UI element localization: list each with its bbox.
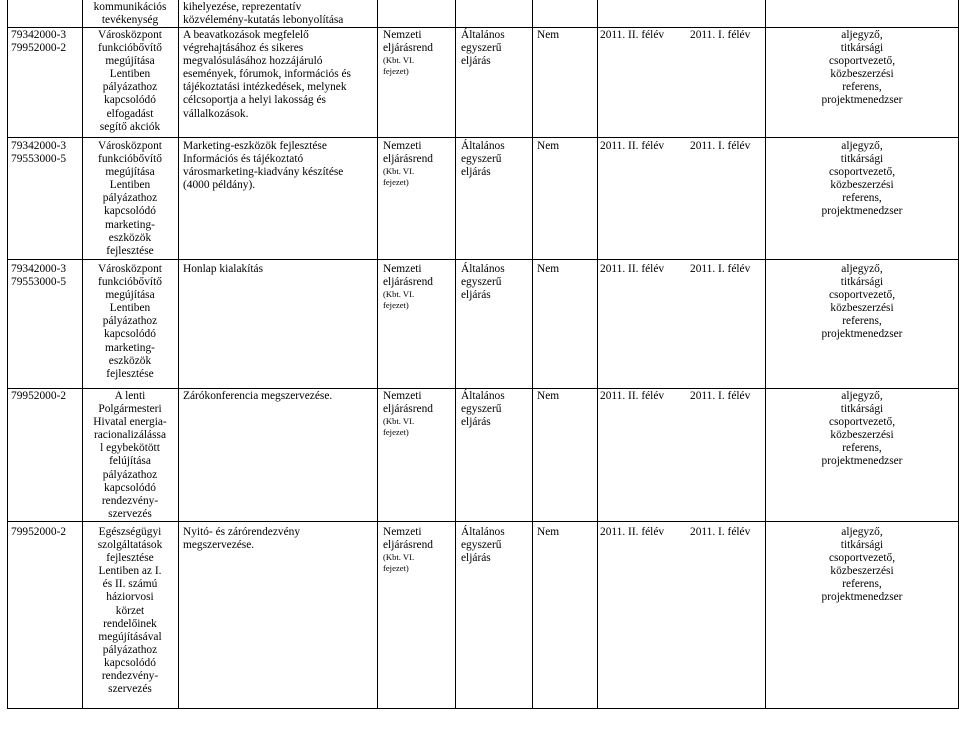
activity-cell-line: Városközpont (98, 263, 162, 275)
funding-flag: Nem (537, 263, 560, 275)
responsible-persons-line: titkársági (840, 403, 884, 416)
task-description-line: városmarketing-kiadvány készítése (183, 166, 344, 179)
responsible-persons-line: közbeszerzési (830, 565, 894, 578)
activity-cell-line: szolgáltatások (97, 539, 163, 552)
task-description-line: Zárókonferencia megszervezése. (183, 390, 333, 402)
row-rule (7, 521, 959, 522)
cpv-codes-line: 79342000-3 (11, 29, 67, 41)
responsible-persons-line: titkársági (840, 153, 884, 166)
task-description (183, 390, 375, 403)
procedure-cell-line: eljárásrend (383, 42, 433, 55)
task-description-line: vállalkozások. (183, 107, 249, 120)
activity-cell (84, 526, 176, 696)
procedure-cell-line: eljárásrend (383, 539, 433, 552)
activity-cell-line: A lenti (114, 390, 146, 402)
start-period: 2011. II. félév (600, 526, 665, 538)
responsible-persons-line: projektmenedzser (821, 205, 903, 218)
procedure-cell (383, 526, 453, 574)
activity-cell-line: kapcsolódó (104, 481, 156, 494)
activity-cell-line: pályázathoz (102, 81, 158, 94)
cpv-codes (11, 526, 81, 539)
cpv-codes-line: 79553000-5 (11, 153, 67, 166)
procedure-type (461, 29, 531, 68)
end-period: 2011. I. félév (690, 390, 751, 402)
activity-cell-line: pályázathoz (102, 468, 158, 481)
procedure-type-line: egyszerű (461, 276, 502, 289)
task-description-line: Marketing-eszközök fejlesztése (183, 140, 327, 152)
procedure-cell-note: (Kbt. VI. (383, 55, 415, 66)
responsible-persons-line: projektmenedzser (821, 591, 903, 604)
activity-cell-line: szervezés (108, 507, 152, 520)
activity-cell-line: pályázathoz (102, 643, 158, 656)
activity-cell-line: l egybekötött (100, 442, 160, 455)
funding-flag: Nem (537, 390, 560, 402)
procedure-cell (383, 390, 453, 438)
procedure-type-line: eljárás (461, 552, 491, 565)
activity-cell-line: fejlesztése (106, 367, 154, 380)
start-period: 2011. II. félév (600, 29, 665, 41)
column-rule (178, 0, 179, 709)
activity-cell-line: háziorvosi (106, 591, 154, 604)
end-period: 2011. I. félév (690, 29, 751, 41)
end-period: 2011. I. félév (690, 526, 751, 538)
task-description (183, 263, 375, 276)
responsible-persons (767, 526, 957, 605)
responsible-persons-line: aljegyző, (841, 263, 883, 275)
column-rule (7, 0, 8, 709)
task-description-line: Információs és tájékoztató (183, 153, 304, 166)
activity-cell-line: Hivatal energia- (93, 416, 167, 429)
task-description-line: végrehajtásához és sikeres (183, 42, 304, 55)
responsible-persons-line: közbeszerzési (830, 179, 894, 192)
activity-cell-line: Városközpont (98, 140, 162, 152)
column-rule (597, 0, 598, 709)
responsible-persons-line: aljegyző, (841, 140, 883, 152)
responsible-persons-line: aljegyző, (841, 390, 883, 402)
activity-cell-line: kapcsolódó (104, 205, 156, 218)
activity-cell-line: eszközök (108, 354, 152, 367)
task-description-line: A beavatkozások megfelelő (183, 29, 309, 41)
activity-cell-line: tevékenység (101, 14, 159, 27)
responsible-persons (767, 29, 957, 108)
responsible-persons-line: aljegyző, (841, 29, 883, 41)
column-rule (765, 0, 766, 709)
procedure-type (461, 390, 531, 429)
column-rule (82, 0, 83, 709)
procedure-cell-line: eljárásrend (383, 153, 433, 166)
activity-cell-line: fejlesztése (106, 552, 154, 565)
procedure-cell-note: fejezet) (383, 300, 409, 311)
activity-cell-line: kapcsolódó (104, 328, 156, 341)
procedure-cell-note: fejezet) (383, 427, 409, 438)
cpv-codes (11, 263, 81, 289)
column-rule (377, 0, 378, 709)
procedure-cell-line: eljárásrend (383, 276, 433, 289)
activity-cell-line: pályázathoz (102, 192, 158, 205)
activity-cell-line: marketing- (105, 341, 155, 354)
responsible-persons-line: referens, (842, 192, 882, 205)
activity-cell-line: Egészségügyi (98, 526, 162, 538)
activity-cell-line: és II. számú (102, 578, 158, 591)
responsible-persons-line: titkársági (840, 42, 884, 55)
activity-cell-line: segítő akciók (99, 120, 161, 133)
activity-cell (84, 1, 176, 27)
procedure-type-line: Általános (461, 140, 505, 152)
activity-cell-line: Városközpont (98, 29, 162, 41)
row-rule (7, 388, 959, 389)
task-description-line: kihelyezése, reprezentatív (183, 1, 302, 13)
procedure-cell-note: (Kbt. VI. (383, 289, 415, 300)
procedure-type-line: egyszerű (461, 539, 502, 552)
responsible-persons-line: titkársági (840, 276, 884, 289)
task-description-line: Honlap kialakítás (183, 263, 264, 275)
activity-cell-line: Lentiben az I. (98, 565, 162, 578)
activity-cell (84, 29, 176, 134)
activity-cell (84, 263, 176, 381)
responsible-persons (767, 263, 957, 342)
procedure-cell-line: Nemzeti (383, 140, 422, 152)
funding-flag: Nem (537, 140, 560, 152)
procedure-type-line: egyszerű (461, 153, 502, 166)
start-period: 2011. II. félév (600, 390, 665, 402)
responsible-persons-line: aljegyző, (841, 526, 883, 538)
procedure-type-line: Általános (461, 390, 505, 402)
task-description-line: Nyitó- és zárórendezvény (183, 526, 301, 538)
task-description-line: tájékoztatási intézkedések, melynek (183, 81, 347, 94)
activity-cell-line: kapcsolódó (104, 656, 156, 669)
activity-cell-line: kommunikációs (93, 1, 167, 13)
procedure-type-line: eljárás (461, 166, 491, 179)
responsible-persons-line: csoportvezető, (828, 416, 896, 429)
activity-cell-line: eszközök (108, 231, 152, 244)
task-description (183, 526, 375, 552)
procedure-type-line: eljárás (461, 416, 491, 429)
column-rule (532, 0, 533, 709)
procedure-type-line: Általános (461, 526, 505, 538)
cpv-codes-line: 79952000-2 (11, 526, 67, 538)
end-period: 2011. I. félév (690, 263, 751, 275)
activity-cell-line: marketing- (105, 218, 155, 231)
cpv-codes-line: 79342000-3 (11, 140, 67, 152)
activity-cell-line: megújításával (98, 630, 162, 643)
procedure-type-line: eljárás (461, 55, 491, 68)
procedure-cell-line: Nemzeti (383, 263, 422, 275)
row-rule (7, 708, 959, 709)
responsible-persons-line: referens, (842, 578, 882, 591)
start-period: 2011. II. félév (600, 263, 665, 275)
responsible-persons-line: csoportvezető, (828, 289, 896, 302)
activity-cell-line: funkcióbővítő (98, 276, 162, 289)
activity-cell-line: megújítása (105, 289, 155, 302)
activity-cell-line: funkcióbővítő (98, 42, 162, 55)
responsible-persons-line: csoportvezető, (828, 552, 896, 565)
procedure-cell-line: Nemzeti (383, 29, 422, 41)
activity-cell-line: pályázathoz (102, 315, 158, 328)
procedure-type-line: egyszerű (461, 42, 502, 55)
task-description-line: megszervezése. (183, 539, 255, 552)
activity-cell-line: kapcsolódó (104, 94, 156, 107)
procedure-cell-note: (Kbt. VI. (383, 416, 415, 427)
task-description-line: események, fórumok, információs és (183, 68, 351, 81)
activity-cell-line: körzet (115, 604, 145, 617)
row-rule (7, 259, 959, 260)
procedure-cell (383, 29, 453, 77)
activity-cell-line: Lentiben (109, 302, 151, 315)
task-description (183, 1, 375, 27)
responsible-persons-line: csoportvezető, (828, 55, 896, 68)
procedure-type (461, 526, 531, 565)
responsible-persons-line: projektmenedzser (821, 328, 903, 341)
activity-cell-line: funkcióbővítő (98, 153, 162, 166)
end-period: 2011. I. félév (690, 140, 751, 152)
activity-cell (84, 390, 176, 521)
task-description (183, 29, 375, 121)
task-description (183, 140, 375, 192)
task-description-line: (4000 példány). (183, 179, 256, 192)
responsible-persons-line: referens, (842, 442, 882, 455)
activity-cell (84, 140, 176, 258)
activity-cell-line: szervezés (108, 683, 152, 696)
responsible-persons-line: közbeszerzési (830, 302, 894, 315)
responsible-persons-line: titkársági (840, 539, 884, 552)
task-description-line: célcsoportja a helyi lakosság és (183, 94, 326, 107)
responsible-persons-line: projektmenedzser (821, 455, 903, 468)
activity-cell-line: megújítása (105, 55, 155, 68)
procedure-cell-note: fejezet) (383, 66, 409, 77)
responsible-persons-line: projektmenedzser (821, 94, 903, 107)
procedure-cell-line: eljárásrend (383, 403, 433, 416)
procedure-type-line: egyszerű (461, 403, 502, 416)
row-rule (7, 137, 959, 138)
column-rule (455, 0, 456, 709)
responsible-persons-line: referens, (842, 315, 882, 328)
procedure-cell-line: Nemzeti (383, 526, 422, 538)
cpv-codes (11, 140, 81, 166)
activity-cell-line: racionalizálássa (93, 429, 167, 442)
activity-cell-line: rendezvény- (101, 494, 159, 507)
task-description-line: közvélemény-kutatás lebonyolítása (183, 14, 344, 27)
cpv-codes-line: 79952000-2 (11, 42, 67, 55)
activity-cell-line: megújítása (105, 166, 155, 179)
funding-flag: Nem (537, 526, 560, 538)
activity-cell-line: rendezvény- (101, 670, 159, 683)
procedure-cell-note: fejezet) (383, 177, 409, 188)
procedure-type-line: Általános (461, 263, 505, 275)
activity-cell-line: felújítása (109, 455, 151, 468)
responsible-persons-line: közbeszerzési (830, 429, 894, 442)
activity-cell-line: Lentiben (109, 68, 151, 81)
cpv-codes (11, 390, 81, 403)
activity-cell-line: elfogadást (106, 107, 154, 120)
activity-cell-line: Polgármesteri (98, 403, 162, 416)
task-description-line: megvalósulásához hozzájáruló (183, 55, 323, 68)
activity-cell-line: rendelőinek (103, 617, 157, 630)
responsible-persons (767, 390, 957, 469)
activity-cell-line: fejlesztése (106, 244, 154, 257)
responsible-persons-line: közbeszerzési (830, 68, 894, 81)
procedure-cell-line: Nemzeti (383, 390, 422, 402)
procedure-type (461, 140, 531, 179)
procedure-cell-note: (Kbt. VI. (383, 552, 415, 563)
cpv-codes-line: 79553000-5 (11, 276, 67, 289)
procedure-cell (383, 140, 453, 188)
procedure-type-line: eljárás (461, 289, 491, 302)
funding-flag: Nem (537, 29, 560, 41)
procedure-type (461, 263, 531, 302)
procedure-cell (383, 263, 453, 311)
cpv-codes-line: 79952000-2 (11, 390, 67, 402)
procedure-cell-note: (Kbt. VI. (383, 166, 415, 177)
cpv-codes (11, 29, 81, 55)
cpv-codes-line: 79342000-3 (11, 263, 67, 275)
responsible-persons (767, 140, 957, 219)
procedure-type-line: Általános (461, 29, 505, 41)
activity-cell-line: Lentiben (109, 179, 151, 192)
responsible-persons-line: csoportvezető, (828, 166, 896, 179)
responsible-persons-line: referens, (842, 81, 882, 94)
start-period: 2011. II. félév (600, 140, 665, 152)
procedure-cell-note: fejezet) (383, 563, 409, 574)
